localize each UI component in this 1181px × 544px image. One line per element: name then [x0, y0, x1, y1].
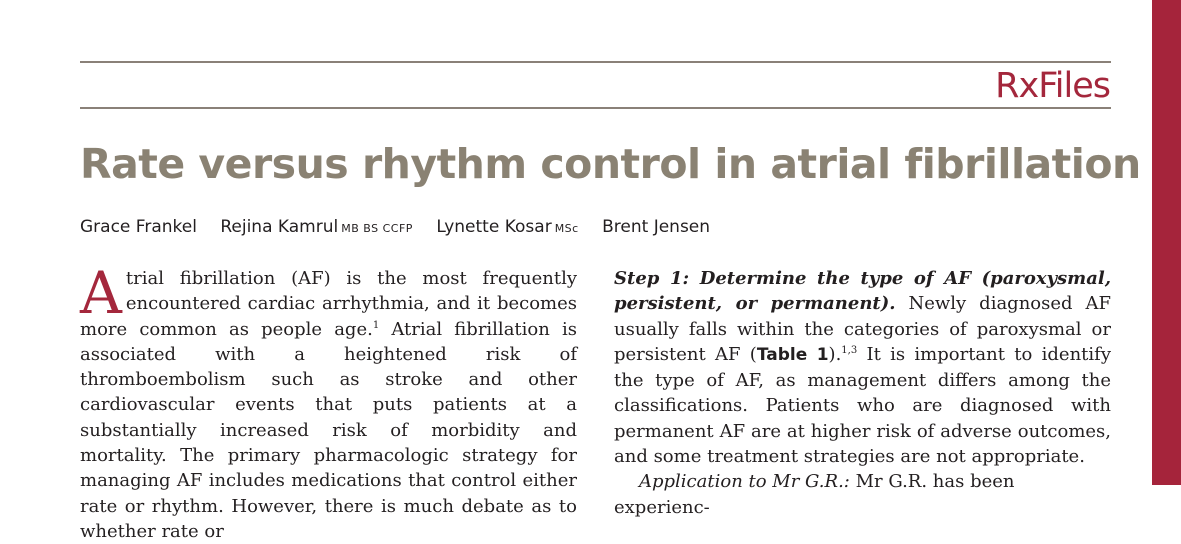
author-credentials: MSc	[554, 222, 579, 235]
sidebar-color-bar	[1152, 0, 1181, 485]
citation-superscript: 1	[372, 319, 380, 331]
author-name: Rejina Kamrul	[220, 217, 339, 237]
table-reference: Table 1	[756, 344, 829, 365]
author-name: Lynette Kosar	[436, 217, 552, 237]
application-label: Application to Mr G.R.:	[639, 471, 850, 493]
paragraph-text: Mr G.R. has been experienc-	[614, 471, 1015, 518]
right-text-column	[614, 266, 1111, 520]
paragraph-text: It is important to identify the type of AF, as management differs among the classifications. Patients who are diagnosed with permanent AF are at higher risk of adverse outcomes, and some treatment strategies are not appropriate.	[614, 343, 1111, 468]
drop-cap: A	[80, 259, 122, 327]
author	[436, 217, 578, 237]
author-credentials: MB BS CCFP	[341, 222, 413, 235]
author-name: Grace Frankel	[80, 217, 197, 237]
paragraph-text: ).	[828, 343, 842, 365]
author-name: Brent Jensen	[602, 217, 711, 237]
application-paragraph	[614, 469, 1111, 520]
paragraph-text: Newly diagnosed AF usually falls within the categories of paroxysmal or persistent AF (	[614, 293, 1111, 365]
citation-superscript: 1,3	[841, 344, 858, 356]
step-heading: Step 1: Determine the type of AF (paroxysmal, persistent, or permanent).	[614, 268, 1111, 315]
author	[602, 217, 710, 237]
intro-paragraph	[80, 259, 577, 544]
author-list	[80, 217, 728, 237]
header-bottom-rule	[80, 107, 1111, 109]
header-top-rule	[80, 61, 1111, 63]
paragraph-text: Atrial fibrillation is associated with a heightened risk of thromboembolism such as stroke and other cardiovascular events that puts patients at a substantially increased risk of morbidity and mortality. The primary pharmacologic strategy for managing AF includes medications that control either rate or rhythm. However, there is much debate as to whether rate or	[80, 318, 577, 542]
author	[220, 217, 413, 237]
article-title: Rate versus rhythm control in atrial fibrillation	[80, 140, 1141, 188]
paragraph-text: trial fibrillation (AF) is the most frequently encountered cardiac arrhythmia, and it becomes more common as people age.	[80, 268, 577, 340]
step-paragraph	[614, 266, 1111, 469]
left-text-column	[80, 259, 577, 544]
author	[80, 217, 197, 237]
brand-logo: RxFiles	[995, 66, 1110, 106]
